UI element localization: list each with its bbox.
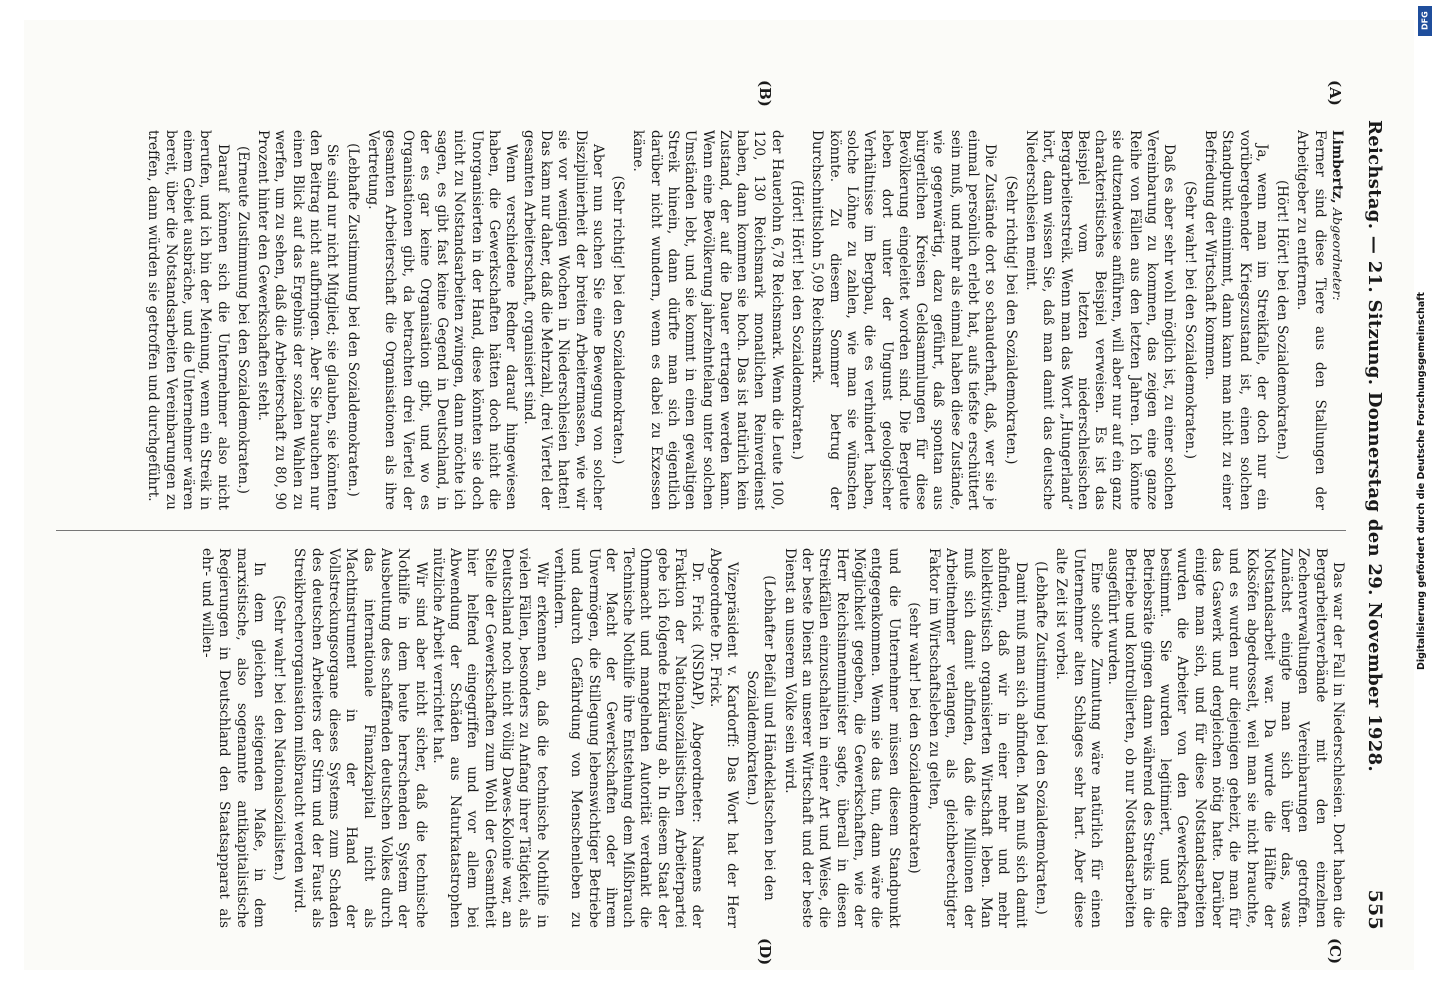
paragraph: Damit muß man sich abfinden. Man muß sich damit abfinden, daß wir in einer mehr und mehr kollektivistisch organisierten Wirtschaft leben. Man muß sich damit abfinden, daß die Millionen der Arbeitnehmer verlangen, als gleichberechtigter Faktor im Wirtschaftsleben zu gelten, [926,548,1029,928]
margin-marker-c: (C) [1326,938,1344,965]
speaker-line [1328,130,1346,510]
dfg-logo: DFG [1418,6,1432,36]
page-header [1354,120,1396,930]
paragraph: Wir sind aber nicht sicher, daß die technische Nothilfe in dem heute herrschenden System der Ausbeutung des schaffenden deutschen Volkes durch das internationale Finanzkapital nicht als Machtinstrument in der Hand der Vollstreckungsorgane dieses Systems zum Schaden des deutschen Arbeiters der Stirn und der Faust als Streikbrecherorganisation mißbraucht werden wird. [291,548,429,928]
right-column [66,548,1346,928]
paragraph: Vizepräsident v. Kardorff: Das Wort hat der Herr Abgeordnete Dr. Frick. [706,548,740,928]
paragraph: Sie sind nur nicht Mitglied; sie glauben, sie könnten den Beitrag nicht aufbringen. Aber Sie brauchen nur einen Blick auf das Ergebnis der sozialen Wahlen zu werfen, um zu sehen, daß die Arbeiterschaft zu 80, 90 Prozent hinter den Gewerkschaften steht. [255,130,341,510]
interjection: (Sehr wahr! bei den Nationalsozialisten.) [271,595,288,881]
interjection: (Lebhafte Zustimmung bei den Sozialdemokraten.) [344,143,361,497]
left-paragraphs [144,130,1328,510]
paragraph: Ja, wenn man im Streikfalle, der doch nur ein vorübergehender Kriegszustand ist, einen solchen Standpunkt einnimmt, dann kann man nicht zu einer Befriedung der Wirtschaft kommen. [1201,130,1270,510]
interjection: (Sehr wahr! bei den Sozialdemokraten.) [1181,180,1198,460]
speaker-role: Abgeordneter: [1330,207,1345,301]
paragraph: Das war der Fall in Niederschlesien. Dort haben die Bergarbeiterverbände mit den einzelnen Zechenverwaltungen Vereinbarungen getroffen. Zunächst einigte man sich über das, was Notstandsarbeit war. Da wurde die Hälfte der Koksöfen abgedrosselt, weil man sie nicht brauchte, und es wurden nur diejenigen geheizt, die man für das Gaswerk und dergleichen nötig hatte. Darüber einigte man sich, und für diese Notstandsarbeiten wurden die Arbeiter von den Gewerkschaften bestimmt. Sie wurden legitimiert, und die Betriebsräte gingen dann während des Streiks in die Betriebe und kontrollierten, ob nur Notstandsarbeiten ausgeführt wurden. [1105,548,1346,928]
paragraph: Ferner sind diese Tiere aus den Stallungen der Arbeitgeber zu entfernen. [1294,130,1328,510]
paragraph: Darauf können sich die Unternehmer also nicht berufen, und ich bin der Meinung, wenn ein Streik in einem Gebiet ausbräche, und die Unternehmer wären bereit, über die Notstandsarbeiten Vereinbarungen zu treffen, dann würden sie getroffen und durchgeführt. [145,130,231,510]
interjection: (sehr wahr! bei den Sozialdemokraten) [905,602,922,874]
right-paragraphs [198,548,1346,928]
interjection: (Erneute Zustimmung bei den Sozialdemokraten.) [234,146,251,494]
paragraph: Die Zustände dort so schauderhaft, daß, wer sie je einmal persönlich erlebt hat, aufs tiefste erschüttert sein muß, und mehr als einmal haben diese Zustände, wie gegenwärtig, dazu geführt, daß spontan aus bürgerlichen Kreisen Geldsammlungen für diese Bevölkerung eingeleitet worden sind. Die Bergleute leben dort unter der Ungunst geologischer Verhältnisse im Bergbau, die es verhindert haben, solche Löhne zu zahlen, wie man sie wünschen könnte. Zu diesem Sommer betrug der Durchschnittslohn 5,09 Reichsmark. [809,130,999,510]
page-number: 555 [1364,889,1386,930]
header-title: Reichstag. — 21. Sitzung. Donnerstag den 29. November 1928. [1364,120,1386,772]
paragraph: Daß es aber sehr wohl möglich ist, zu einer solchen Vereinbarung zu kommen, das zeigen eine ganze Reihe von Fällen aus den letzten Jahren. Ich könnte sie dutzendweise anführen, will aber nur auf ein ganz charakteristisches Beispiel verweisen. Es ist das Beispiel vom letzten niederschlesischen Bergarbeiterstreik. Wenn man das Wort „Hungerland“ hört, dann wissen Sie, daß man damit das deutsche Niederschlesien meint. [1022,130,1178,510]
column-divider [56,530,1346,531]
margin-marker-b: (B) [756,80,774,107]
interjection: (Lebhafter Beifall und Händeklatschen bei den Sozialdemokraten.) [744,575,778,901]
interjection: (Lebhafte Zustimmung bei den Sozialdemokraten.) [1032,561,1049,915]
paragraph: In dem gleichen steigenden Maße, in dem marxistische, also sogenannte antikapitalistische Regierungen in Deutschland den Staatsapparat als ehr- und willen- [199,548,267,928]
speaker-name: Limbertz, [1329,130,1345,204]
paragraph: Wenn verschiedene Redner darauf hingewiesen haben, die Gewerkschaften hätten doch nicht die Unorganisierten in der Hand, diese könnten sie doch nicht zu Notstandsarbeiten zwingen, dann möchte ich sagen, es gibt fast keine Gegend in Deutschland, in der es gar keine Organisation gibt, und wo es Organisationen gibt, da betrachten drei Viertel der gesamten Arbeiterschaft die Organisationen als ihre Vertretung. [364,130,520,510]
left-column [66,130,1346,510]
paragraph: und die Unternehmer müssen diesem Standpunkt entgegenkommen. Wenn sie das tun, dann wäre die Möglichkeit gegeben, die Gewerkschaften, wie der Herr Reichsinnenminister sagte, überall in diesen Streikfällen einzuschalten in einer Art und Weise, die der beste Dienst an unserer Wirtschaft und der beste Dienst an unserem Volke sein wird. [781,548,902,928]
interjection: (Sehr richtig! bei den Sozialdemokraten.) [610,175,627,465]
paragraph: Dr. Frick (NSDAP), Abgeordneter: Namens der Fraktion der Nationalsozialistischen Arbeiterpartei gebe ich folgende Erklärung ab. In diesem Staat der Ohnmacht und mangelnden Autorität verdankt die Technische Nothilfe ihre Entstehung dem Mißbrauch der Macht der Gewerkschaften oder ihrem Unvermögen, die Stillegung lebenswichtiger Betriebe und dadurch Gefährdung von Menschenleben zu verhindern. [550,548,706,928]
interjection: (Hört! Hört! bei den Sozialdemokraten.) [1274,179,1291,461]
scanned-page [24,20,1414,970]
margin-marker-a: (A) [1326,80,1344,106]
paragraph: Aber nun suchen Sie eine Bewegung von solcher Disziplinierheit der breiten Arbeitermassen, wie wir sie vor wenigen Wochen in Niederschlesien hatten! Das kam nur daher, daß die Mehrzahl, drei Viertel der gesamten Arbeiterschaft, organisiert sind. [520,130,606,510]
paragraph: Wir erkennen an, daß die technische Nothilfe in vielen Fällen, besonders zu Anfang ihrer Tätigkeit, als Deutschland noch nicht völlig Dawes-Kolonie war, an Stelle der Gewerkschaften zum Wohl der Gesamtheit hier helfend eingegriffen und vor allem bei Abwendung der Schäden aus Naturkatastrophen nützliche Arbeit verrichtet hat. [429,548,550,928]
margin-marker-d: (D) [756,938,774,966]
interjection: (Sehr richtig! bei den Sozialdemokraten.) [1002,175,1019,465]
interjection: (Hört! Hört! bei den Sozialdemokraten.) [789,179,806,461]
paragraph: Eine solche Zumutung wäre natürlich für einen Unternehmer alten Schlages sehr hart. Aber diese alte Zeit ist vorbei. [1053,548,1104,928]
paragraph: der Hauerlohn 6,78 Reichsmark. Wenn die Leute 100, 120, 130 Reichsmark monatlichen Reinverdienst haben, dann kommen sie hoch. Das ist natürlich kein Zustand, der auf die Dauer ertragen werden kann. Wenn eine Bevölkerung jahrzehntelang unter solchen Umständen lebt, und sie kommt in einen gewaltigen Streik hinein, dann dürfte man sich eigentlich darüber nicht wundern, wenn es dabei zu Exzessen käme. [630,130,785,510]
funding-notice: Digitalisierung gefördert durch die Deutsche Forschungsgemeinschaft [1416,292,1427,670]
